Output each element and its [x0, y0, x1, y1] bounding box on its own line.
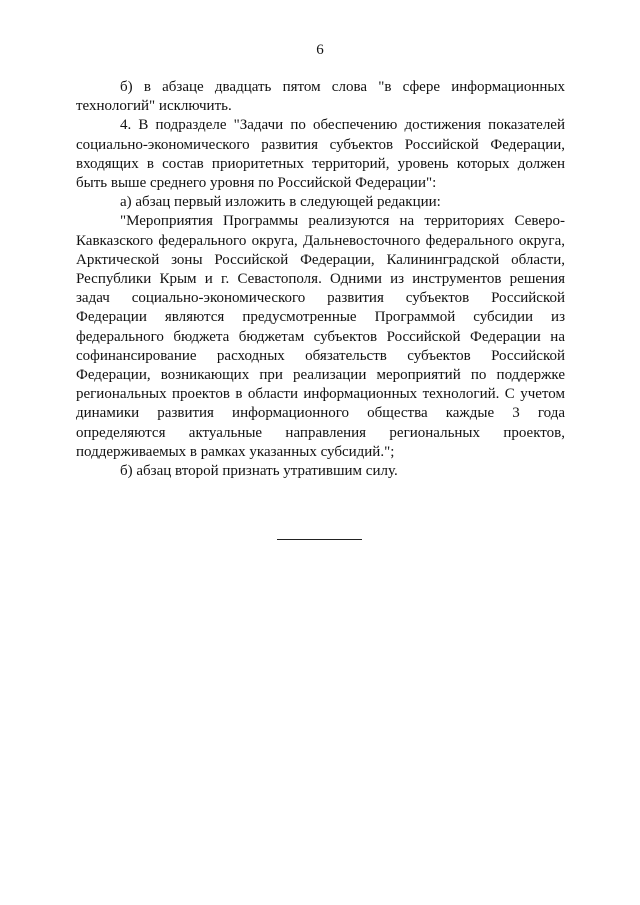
paragraph-item-b-second-paragraph: б) абзац второй признать утратившим силу. — [120, 463, 398, 480]
paragraph-item-4-subsection: 4. В подразделе "Задачи по обеспечению достижения показателей социально-экономического развития субъектов Российской Федерации, входящих в состав приоритетных территорий, уровень которых должен быть выше среднего уровня по Российской Федерации": — [76, 117, 565, 192]
page-number: 6 — [316, 42, 324, 58]
document-body — [76, 78, 565, 481]
paragraph-item-b-section-25: б) в абзаце двадцать пятом слова "в сфере информационных технологий" исключить. — [76, 79, 565, 115]
paragraph-item-a-first-paragraph: а) абзац первый изложить в следующей редакции: — [120, 194, 441, 211]
paragraph-quoted-new-wording: "Мероприятия Программы реализуются на территориях Северо-Кавказского федерального округа, Дальневосточного федерального округа, Арктической зоны Российской Федерации, Калининградской области, Республики Крым и г. Севастополя. Одними из инструментов решения задач социально-экономического развития субъектов Российской Федерации являются предусмотренные Программой субсидии из федерального бюджета бюджетам субъектов Российской Федерации на софинансирование расходных обязательств субъектов Российской Федерации, возникающих при реализации мероприятий по поддержке региональных проектов в области информационных технологий. С учетом динамики развития информационного общества каждые 3 года определяются актуальные направления региональных проектов, поддерживаемых в рамках указанных субсидий."; — [76, 213, 565, 460]
end-separator-line — [277, 539, 362, 540]
